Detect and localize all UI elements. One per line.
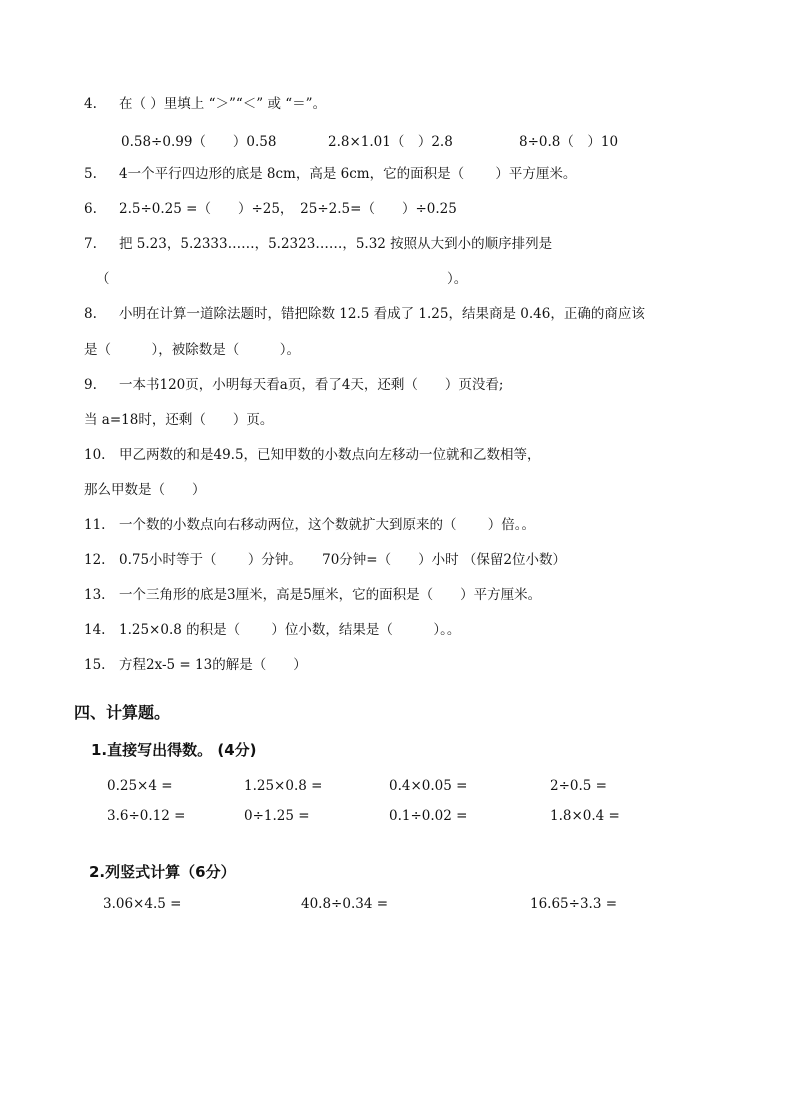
compare-item: 2.8×1.01（ ）2.8 xyxy=(328,134,453,150)
question-number: 9. xyxy=(84,377,97,393)
question-text: 一本书120页，小明每天看a页，看了4天，还剩（ ）页没看; xyxy=(119,377,504,393)
question-text: 一个三角形的底是3厘米，高是5厘米，它的面积是（ ）平方厘米。 xyxy=(119,587,542,603)
part-2-title: 2.列竖式计算（6分） xyxy=(89,863,236,881)
question-continuation: 当 a=18时，还剩（ ）页。 xyxy=(84,412,274,428)
calc-item: 1.8×0.4 = xyxy=(550,808,620,824)
calc-item: 1.25×0.8 = xyxy=(244,778,323,794)
question-number: 13. xyxy=(84,587,106,603)
question-text: 0.75小时等于（ ）分钟。 70分钟=（ ）小时 （保留2位小数） xyxy=(119,552,566,568)
question-4 xyxy=(84,95,326,113)
question-15 xyxy=(84,656,307,674)
question-text: 方程2x-5 = 13的解是（ ） xyxy=(119,657,307,673)
question-number: 12. xyxy=(84,552,106,568)
question-text: 1.25×0.8 的积是（ ）位小数，结果是（ ）。。 xyxy=(119,622,461,638)
vertical-calc-item: 16.65÷3.3 = xyxy=(530,896,618,912)
question-6 xyxy=(84,200,457,218)
question-number: 11. xyxy=(84,517,106,533)
question-number: 10. xyxy=(84,447,106,463)
section-title: 四、计算题。 xyxy=(74,703,171,722)
vertical-calc-item: 3.06×4.5 = xyxy=(103,896,182,912)
question-11 xyxy=(84,516,535,534)
question-continuation: 那么甲数是（ ） xyxy=(84,482,206,498)
question-number: 6. xyxy=(84,201,97,217)
question-9 xyxy=(84,376,503,394)
question-number: 7. xyxy=(84,236,97,252)
calc-item: 0.4×0.05 = xyxy=(389,778,468,794)
calc-item: 0÷1.25 = xyxy=(244,808,310,824)
vertical-calc-item: 40.8÷0.34 = xyxy=(301,896,389,912)
question-12 xyxy=(84,551,566,569)
question-text: 4一个平行四边形的底是 8cm，高是 6cm，它的面积是（ ）平方厘米。 xyxy=(119,166,577,182)
answer-blank-line: （ ）。 xyxy=(96,271,468,287)
question-8 xyxy=(84,305,645,323)
question-5 xyxy=(84,165,576,183)
question-number: 15. xyxy=(84,657,106,673)
question-14 xyxy=(84,621,460,639)
question-10 xyxy=(84,446,541,464)
calc-item: 0.25×4 = xyxy=(107,778,173,794)
compare-item: 0.58÷0.99（ ）0.58 xyxy=(121,134,277,150)
part-1-title: 1.直接写出得数。 (4分) xyxy=(91,741,257,759)
question-text: 一个数的小数点向右移动两位，这个数就扩大到原来的（ ）倍。。 xyxy=(119,517,536,533)
question-number: 8. xyxy=(84,306,97,322)
question-7 xyxy=(84,235,552,253)
question-text: 在（ ）里填上 “＞”“＜” 或 “＝”。 xyxy=(119,96,327,112)
question-text: 小明在计算一道除法题时，错把除数 12.5 看成了 1.25，结果商是 0.46，正确的商应该 xyxy=(119,306,645,322)
calc-item: 3.6÷0.12 = xyxy=(107,808,186,824)
question-13 xyxy=(84,586,541,604)
question-text: 把 5.23，5.2333……，5.2323……，5.32 按照从大到小的顺序排列是 xyxy=(119,236,553,252)
calc-item: 0.1÷0.02 = xyxy=(389,808,468,824)
question-text: 2.5÷0.25 =（ ）÷25， 25÷2.5=（ ）÷0.25 xyxy=(119,201,457,217)
compare-item: 8÷0.8（ ）10 xyxy=(519,134,619,150)
question-continuation: 是（ ），被除数是（ ）。 xyxy=(84,342,300,358)
question-number: 14. xyxy=(84,622,106,638)
calc-item: 2÷0.5 = xyxy=(550,778,607,794)
question-number: 5. xyxy=(84,166,97,182)
question-number: 4. xyxy=(84,96,97,112)
question-text: 甲乙两数的和是49.5，已知甲数的小数点向左移动一位就和乙数相等， xyxy=(119,447,541,463)
